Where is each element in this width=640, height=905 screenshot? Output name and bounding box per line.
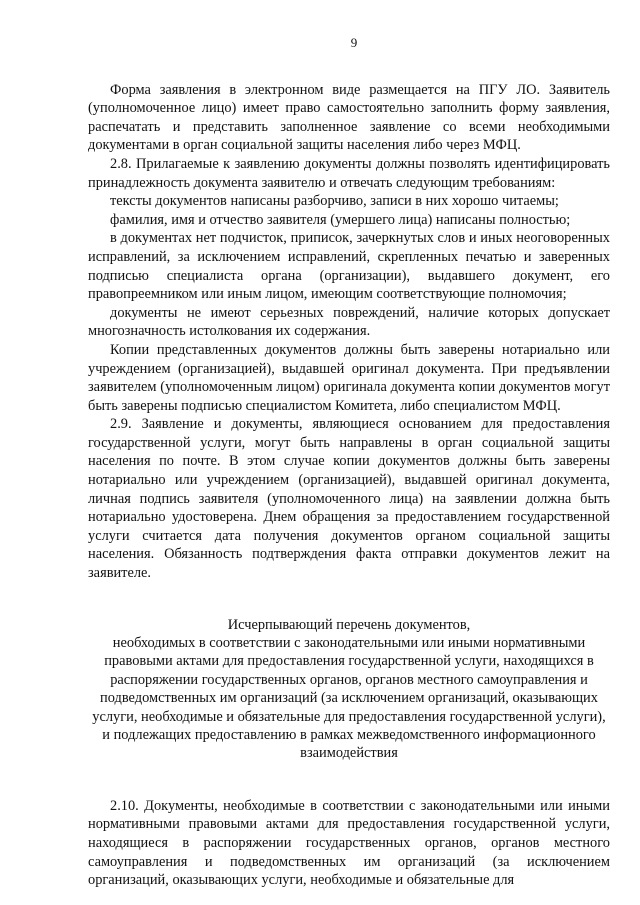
heading-line: и подлежащих предоставлению в рамках межведомственного информационного [102, 727, 596, 744]
paragraph-2-10: 2.10. Документы, необходимые в соответствии с законодательными или иными нормативными правовыми актами для предоставления государственной услуги, находящиеся в распоряжении государственных органов, органов местного самоуправления и подведомственных им организаций (за исключением организаций, оказывающих услуги, необходимые и обязательные для [88, 797, 610, 889]
section-heading [88, 616, 610, 763]
heading-line: правовыми актами для предоставления государственной услуги, находящихся в [104, 653, 594, 670]
paragraph-2-9: 2.9. Заявление и документы, являющиеся основанием для предоставления государственной услуги, могут быть направлены в орган социальной защиты населения по почте. В этом случае копии документов должны быть заверены нотариально или учреждением (организацией), выдавшей оригинал документа, личная подпись заявителя (уполномоченного лица) на заявлении должна быть нотариально удостоверена. Днем обращения за предоставлением государственной услуги считается дата получения документов органом социальной защиты населения. Обязанность подтверждения факта отправки документов лежит на заявителе. [88, 416, 610, 582]
paragraph-2-8: 2.8. Прилагаемые к заявлению документы должны позволять идентифицировать принадлежность документа заявителю и отвечать следующим требованиям: [88, 155, 610, 191]
heading-line: Исчерпывающий перечень документов, [227, 616, 471, 633]
page-number: 9 [350, 35, 358, 50]
requirement-no-damage: документы не имеют серьезных повреждений, наличие которых допускает многозначность истолкования их содержания. [88, 304, 610, 340]
requirement-legible: тексты документов написаны разборчиво, записи в них хорошо читаемы; [110, 193, 559, 210]
heading-line: взаимодействия [300, 745, 398, 762]
paragraph-form-placement: Форма заявления в электронном виде размещается на ПГУ ЛО. Заявитель (уполномоченное лицо) имеет право самостоятельно заполнить форму заявления, распечатать и представить заполненное заявление со всеми необходимыми документами в орган социальной защиты населения либо через МФЦ. [88, 81, 610, 154]
requirement-no-corrections: в документах нет подчисток, приписок, зачеркнутых слов и иных неоговоренных исправлений, за исключением исправлений, скрепленных печатью и заверенных подписью специалиста органа (организации), выдавшего документ, его правопреемником или иным лицом, имеющим соответствующие полномочия; [88, 230, 610, 303]
heading-line: необходимых в соответствии с законодательными или иными нормативными [112, 635, 586, 652]
heading-line: подведомственных им организаций (за исключением организаций, оказывающих [100, 690, 598, 707]
paragraph-copies-certification: Копии представленных документов должны быть заверены нотариально или учреждением (организацией), выдавшей оригинал документа. При предъявлении заявителем (уполномоченным лицом) оригинала документа копии документов могут быть заверены подписью специалистом Комитета, либо специалистом МФЦ. [88, 341, 610, 414]
heading-line: распоряжении государственных органов, органов местного самоуправления и [110, 671, 588, 688]
heading-line: услуги, необходимые и обязательные для предоставления государственной услуги), [92, 708, 606, 725]
requirement-full-name: фамилия, имя и отчество заявителя (умершего лица) написаны полностью; [110, 211, 571, 228]
